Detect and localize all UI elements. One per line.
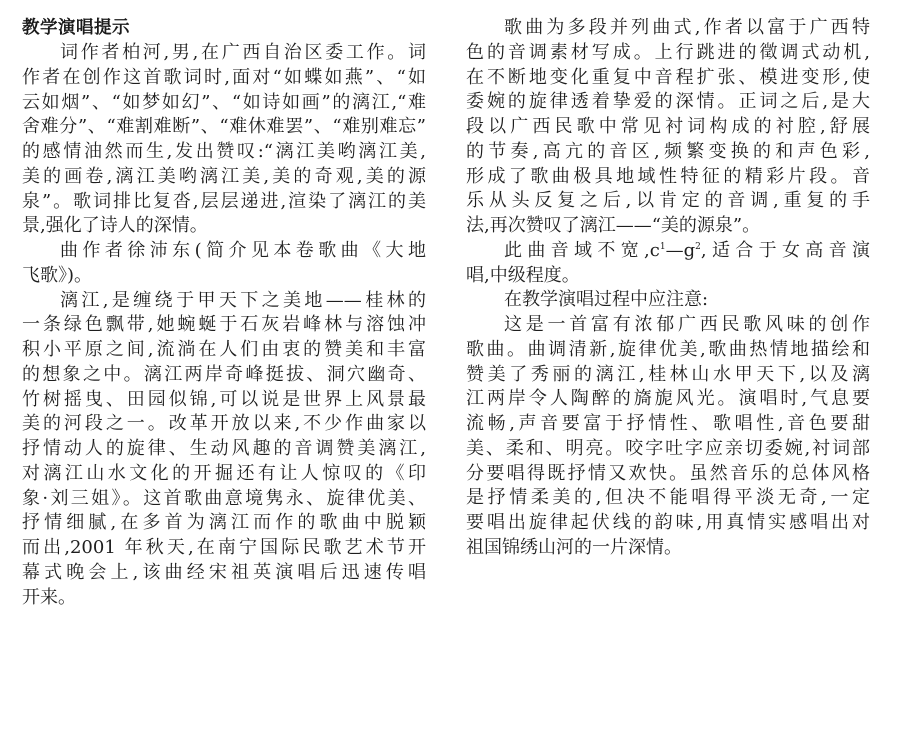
text-line: 的想象之中。漓江两岸奇峰挺拔、洞穴幽奇、 xyxy=(22,363,426,385)
text-line: 幕式晚会上,该曲经宋祖英演唱后迅速传唱 xyxy=(22,561,426,583)
text-line: 舍难分”、“难割难断”、“难休难罢”、“难别难忘” xyxy=(22,116,426,138)
text-line: 词作者柏河,男,在广西自治区委工作。词 xyxy=(60,42,426,63)
text-line: 象·刘三姐》。这首歌曲意境隽永、旋律优美、 xyxy=(22,487,426,509)
text-line: 的节奏,高亢的音区,频繁变换的和声色彩, xyxy=(466,140,870,162)
range-high: $g^2$ xyxy=(683,239,701,261)
text-line: 景,强化了诗人的深情。 xyxy=(22,215,208,237)
range-low: $c^1$ xyxy=(649,239,666,261)
text-line: 形成了歌曲极具地域性特征的精彩片段。音 xyxy=(466,165,870,187)
text-line: 歌曲为多段并列曲式,作者以富于广西特 xyxy=(504,17,870,38)
text-line: 江两岸令人陶醉的旖旎风光。演唱时,气息要 xyxy=(466,388,870,410)
text-line: 乐从头反复之后,以肯定的音调,重复的手 xyxy=(466,190,870,212)
text-line: 开来。 xyxy=(22,586,76,608)
text-line: 漓江,是缠绕于甲天下之美地——桂林的 xyxy=(60,289,426,311)
text-line: 泉”。歌词排比复沓,层层递进,渲染了漓江的美 xyxy=(22,190,426,212)
left-column-text xyxy=(22,41,426,610)
paragraph-range xyxy=(466,239,870,289)
text-line: 美的画卷,漓江美哟漓江美,美的奇观,美的源 xyxy=(22,165,426,187)
text-line: 美的河段之一。改革开放以来,不少作曲家以 xyxy=(22,413,426,435)
text-line: 云如烟”、“如梦如幻”、“如诗如画”的漓江,“难 xyxy=(22,91,426,113)
text-line: 这是一首富有浓郁广西民歌风味的创作 xyxy=(504,314,870,335)
paragraph-attention xyxy=(466,288,870,313)
text-line: 竹树摇曳、田园似锦,可以说是世界上风景最 xyxy=(22,388,426,410)
text-line: 是抒情柔美的,但决不能唱得平淡无奇,一定 xyxy=(466,487,870,509)
text-line: 抒情动人的旋律、生动风趣的音调赞美漓江, xyxy=(22,438,426,459)
text-line: 祖国锦绣山河的一片深情。 xyxy=(466,536,682,558)
text-line: 要唱出旋律起伏线的韵味,用真情实感唱出对 xyxy=(466,512,870,533)
text-line: 段以广西民歌中常见衬词构成的衬腔,舒展 xyxy=(466,116,870,137)
text-line: 流畅,声音要富于抒情性、歌唱性,音色要甜 xyxy=(466,413,870,434)
text-line: 一条绿色飘带,她蜿蜒于石灰岩峰林与溶蚀冲 xyxy=(22,314,426,336)
text-line: 抒情细腻,在多首为漓江而作的歌曲中脱颖 xyxy=(22,512,426,534)
text-line: 而出,2001 年秋天,在南宁国际民歌艺术节开 xyxy=(22,537,426,558)
range-suffix: ,适合于女高音演 xyxy=(700,239,870,261)
text-line: 对漓江山水文化的开掘还有让人惊叹的《印 xyxy=(22,462,426,484)
text-line: 此曲音域不宽$,c^1—g^2$,适合于女高音演 xyxy=(504,239,870,261)
text-line: 委婉的旋律透着挚爱的深情。正词之后,是大 xyxy=(466,91,870,113)
paragraph-structure xyxy=(466,16,870,239)
range-prefix: 此曲音域不宽, xyxy=(504,239,650,261)
text-line: 唱,中级程度。 xyxy=(466,264,580,286)
paragraph-performance xyxy=(466,313,870,561)
paragraph-lyricist xyxy=(22,41,426,239)
text-line: 分要唱得既抒情又欢快。虽然音乐的总体风格 xyxy=(466,462,870,484)
text-line: 在教学演唱过程中应注意: xyxy=(504,289,709,311)
text-line: 色的音调素材写成。上行跳进的徵调式动机, xyxy=(466,41,870,63)
text-line: 歌曲。曲调清新,旋律优美,歌曲热情地描绘和 xyxy=(466,338,870,360)
text-line: 积小平原之间,流淌在人们由衷的赞美和丰富 xyxy=(22,339,426,360)
paragraph-lijiang xyxy=(22,289,426,611)
text-line: 飞歌》)。 xyxy=(22,264,93,286)
text-line: 法,再次赞叹了漓江——“美的源泉”。 xyxy=(466,215,761,236)
section-title: 教学演唱提示 xyxy=(22,18,130,38)
paragraph-composer xyxy=(22,239,426,289)
right-column-text xyxy=(466,16,870,561)
text-line: 在不断地变化重复中音程扩张、模进变形,使 xyxy=(466,66,870,88)
text-line: 的感情油然而生,发出赞叹:“漓江美哟漓江美, xyxy=(22,141,426,162)
text-line: 作者在创作这首歌词时,面对“如蝶如燕”、“如 xyxy=(22,66,426,88)
text-line: 曲作者徐沛东(简介见本卷歌曲《大地 xyxy=(60,240,426,261)
text-line: 美、柔和、明亮。咬字吐字应亲切委婉,衬词部 xyxy=(466,437,870,459)
text-line: 赞美了秀丽的漓江,桂林山水甲天下,以及漓 xyxy=(466,363,870,385)
